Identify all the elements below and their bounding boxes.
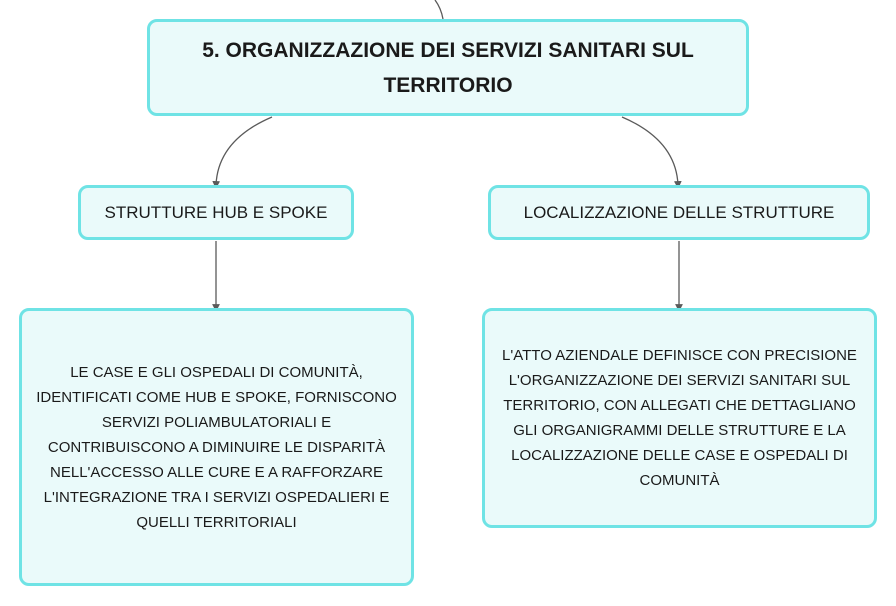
branch-node-localizzazione-label: LOCALIZZAZIONE DELLE STRUTTURE	[523, 202, 835, 222]
connector-root-to-hub	[216, 117, 272, 185]
detail-node-localizzazione-text: L'ATTO AZIENDALE DEFINISCE CON PRECISIONE L'ORGANIZZAZIONE DEI SERVIZI SANITARI SUL TERRITORIO, CON ALLEGATI CHE DETTAGLIANO GLI ORGANIGRAMMI DELLE STRUTTURE E LA LOCALIZZAZIONE DELLE CASE E OSPEDALI DI COMUNITÀ	[502, 347, 857, 489]
root-node[interactable]	[147, 19, 749, 116]
detail-node-hub-spoke-text: LE CASE E GLI OSPEDALI DI COMUNITÀ, IDENTIFICATI COME HUB E SPOKE, FORNISCONO SERVIZI POLIAMBULATORIALI E CONTRIBUISCONO A DIMINUIRE LE DISPARITÀ NELL'ACCESSO ALLE CURE E A RAFFORZARE L'INTEGRAZIONE TRA I SERVIZI OSPEDALIERI E QUELLI TERRITORIALI	[36, 363, 397, 531]
detail-node-localizzazione[interactable]	[482, 308, 877, 528]
branch-node-localizzazione[interactable]	[488, 185, 870, 240]
connector-incoming	[435, 0, 443, 19]
branch-node-hub-spoke[interactable]	[78, 185, 354, 240]
connector-root-to-localizzazione	[622, 117, 678, 185]
root-node-label: 5. ORGANIZZAZIONE DEI SERVIZI SANITARI SUL TERRITORIO	[202, 38, 694, 97]
detail-node-hub-spoke[interactable]	[19, 308, 414, 586]
branch-node-hub-spoke-label: STRUTTURE HUB E SPOKE	[104, 202, 328, 222]
